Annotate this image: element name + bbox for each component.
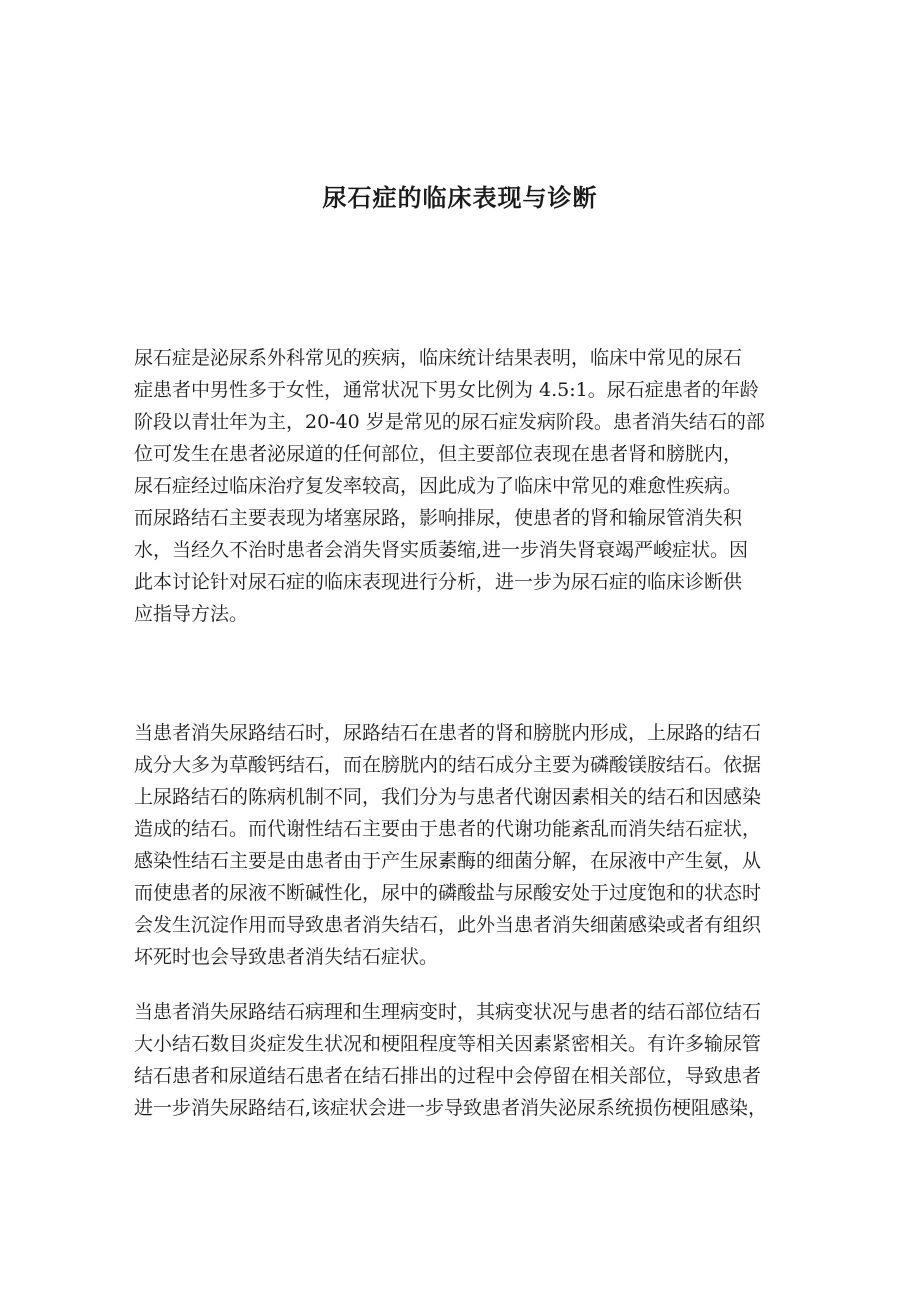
paragraph-line: 尿石症是泌尿系外科常见的疾病，临床统计结果表明，临床中常见的尿石: [134, 347, 743, 369]
paragraph-line: 而尿路结石主要表现为堵塞尿路，影响排尿，使患者的肾和输尿管消失积: [134, 507, 743, 529]
paragraph-line: 坏死时也会导致患者消失结石症状。: [134, 946, 439, 968]
paragraph-line: 位可发生在患者泌尿道的任何部位，但主要部位表现在患者肾和膀胱内，: [134, 443, 743, 465]
paragraph-line: 结石患者和尿道结石患者在结石排出的过程中会停留在相关部位，导致患者: [134, 1065, 762, 1087]
paragraph-pathology: [134, 996, 767, 1124]
paragraph-line: 当患者消失尿路结石时，尿路结石在患者的肾和膀胱内形成，上尿路的结石: [134, 722, 762, 744]
paragraph-line: 大小结石数目炎症发生状况和梗阻程度等相关因素紧密相关。有许多输尿管: [134, 1033, 762, 1055]
paragraph-line: 当患者消失尿路结石病理和生理病变时，其病变状况与患者的结石部位结石: [134, 1001, 762, 1023]
paragraph-line: 成分大多为草酸钙结石，而在膀胱内的结石成分主要为磷酸镁胺结石。依据: [134, 754, 762, 776]
paragraph-line: 会发生沉淀作用而导致患者消失结石，此外当患者消失细菌感染或者有组织: [134, 914, 762, 936]
paragraph-line: 尿石症经过临床治疗复发率较高，因此成为了临床中常见的难愈性疾病。: [134, 475, 743, 497]
paragraph-line: 应指导方法。: [134, 603, 249, 625]
paragraph-stone-formation: [134, 717, 761, 973]
paragraph-line: 症患者中男性多于女性，通常状况下男女比例为 4.5:1。尿石症患者的年龄: [134, 379, 759, 401]
paragraph-line: 造成的结石。而代谢性结石主要由于患者的代谢功能紊乱而消失结石症状，: [134, 818, 762, 840]
paragraph-line: 而使患者的尿液不断碱性化，尿中的磷酸盐与尿酸安处于过度饱和的状态时: [134, 882, 762, 904]
document-title: 尿石症的临床表现与诊断: [322, 183, 598, 213]
paragraph-line: 此本讨论针对尿石症的临床表现进行分析，进一步为尿石症的临床诊断供: [134, 571, 743, 593]
paragraph-line: 进一步消失尿路结石,该症状会进一步导致患者消失泌尿系统损伤梗阻感染，: [134, 1097, 768, 1119]
paragraph-line: 阶段以青壮年为主，20-40 岁是常见的尿石症发病阶段。患者消失结石的部: [134, 411, 765, 433]
paragraph-intro: [134, 342, 765, 630]
paragraph-line: 水，当经久不治时患者会消失肾实质萎缩,进一步消失肾衰竭严峻症状。因: [134, 539, 749, 561]
paragraph-line: 上尿路结石的陈病机制不同，我们分为与患者代谢因素相关的结石和因感染: [134, 786, 762, 808]
paragraph-line: 感染性结石主要是由患者由于产生尿素酶的细菌分解，在尿液中产生氨，从: [134, 850, 762, 872]
